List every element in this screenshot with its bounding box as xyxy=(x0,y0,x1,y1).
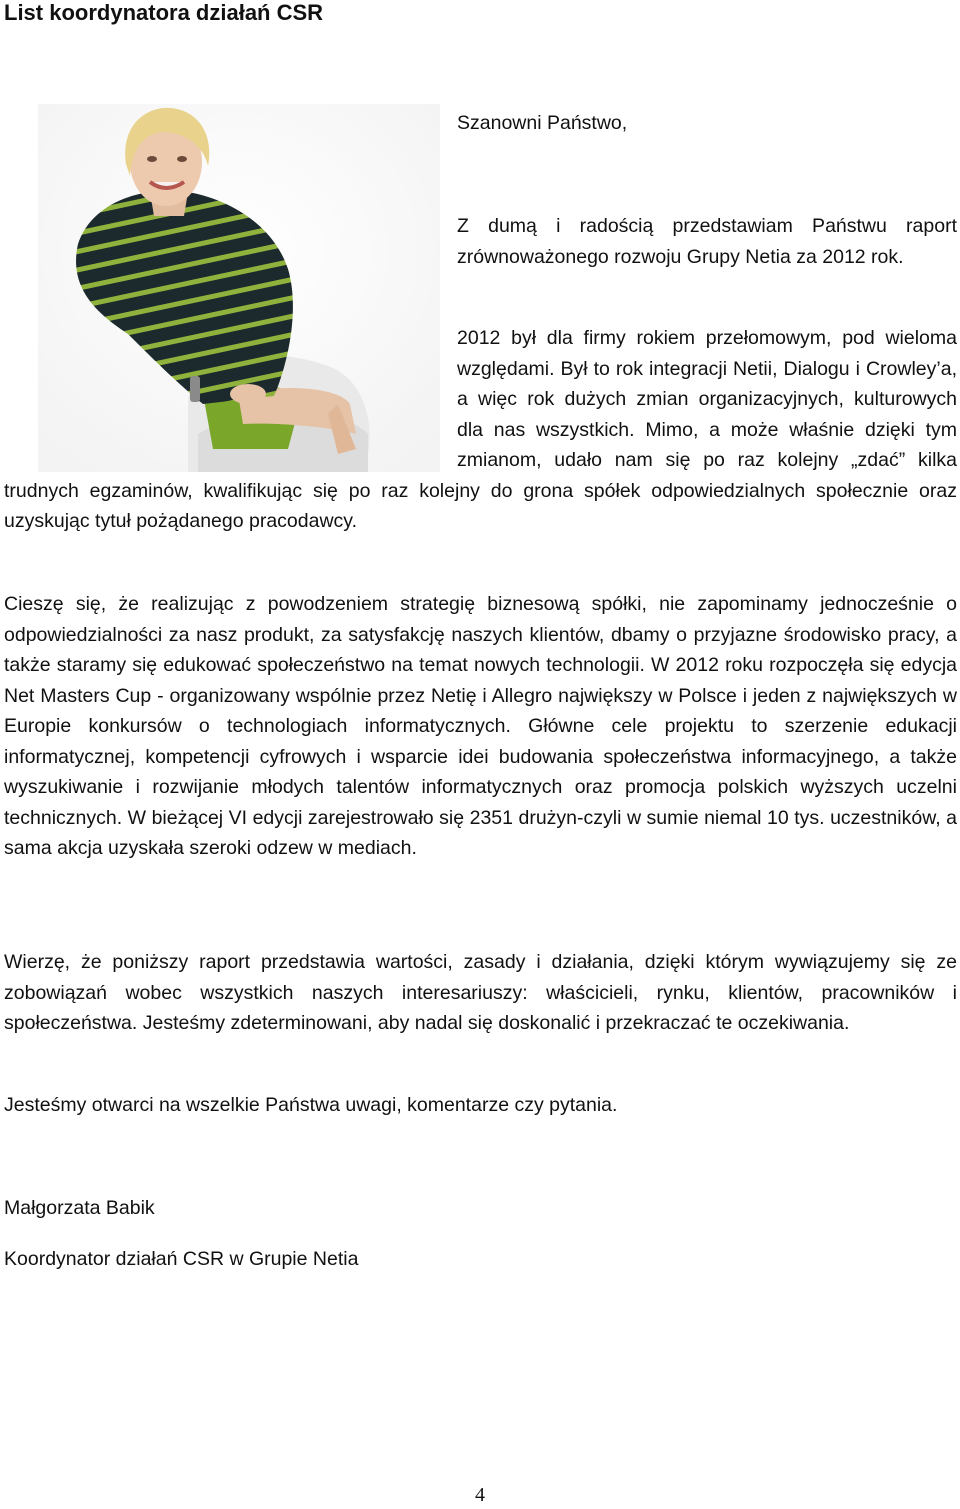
paragraph-2-wrapper xyxy=(4,323,957,537)
photo-spacer xyxy=(4,323,457,463)
page-number: 4 xyxy=(475,1484,485,1506)
paragraph-intro: Z dumą i radością przedstawiam Państwu raport zrównoważonego rozwoju Grupy Netia za 2012 rok. xyxy=(457,215,957,268)
paragraph-strategy: Cieszę się, że realizując z powodzeniem strategię biznesową spółki, nie zapominamy jednocześnie o odpowiedzialności za nasz produkt, za satysfakcję naszych klientów, dbamy o przyjazne środowisko pracy, a także staramy się edukować społeczeństwo na temat nowych technologii. W 2012 roku rozpoczęła się edycja Net Masters Cup - organizowany wspólnie przez Netię i Allegro największy w Polsce i jeden z największych w Europie konkursów o technologiach informatycznych. Główne cele projektu to szerzenie edukacji informatycznej, kompetencji cyfrowych i wsparcie idei budowania społeczeństwa informacyjnego, a także wyszukiwanie i rozwijanie młodych talentów informatycznych oraz promocja polskich wyższych uczelni technicznych. W bieżącej VI edycji zarejestrowało się 2351 drużyn-czyli w sumie niemal 10 tys. uczestników, a sama akcja uzyskała szeroki odzew w mediach. xyxy=(4,593,957,859)
signature-name: Małgorzata Babik xyxy=(4,1197,155,1219)
paragraph-values: Wierzę, że poniższy raport przedstawia wartości, zasady i działania, dzięki którym wywiązujemy się ze zobowiązań wobec wszystkich naszych interesariuszy: właścicieli, rynku, klientów, pracowników i społeczeństwa. Jesteśmy zdeterminowani, aby nadal się doskonalić i przekraczać te oczekiwania. xyxy=(4,951,957,1034)
page-title: List koordynatora działań CSR xyxy=(4,0,324,25)
greeting: Szanowni Państwo, xyxy=(457,112,628,134)
paragraph-contact: Jesteśmy otwarci na wszelkie Państwa uwagi, komentarze czy pytania. xyxy=(4,1094,618,1116)
paragraph-2012: 2012 był dla firmy rokiem przełomowym, pod wieloma względami. Był to rok integracji Netii, Dialogu i Crowley’a, a więc rok dużych zmian organizacyjnych, kulturowych dla nas wszystkich. Mimo, a może właśnie dzięki tym zmianom, udało nam się po raz kolejny „zdać” kilka trudnych egzaminów, kwalifikując się po raz kolejny do grona spółek odpowiedzialnych społecznie oraz uzyskując tytuł pożądanego pracodawcy. xyxy=(4,327,957,532)
signature-role: Koordynator działań CSR w Grupie Netia xyxy=(4,1248,359,1270)
